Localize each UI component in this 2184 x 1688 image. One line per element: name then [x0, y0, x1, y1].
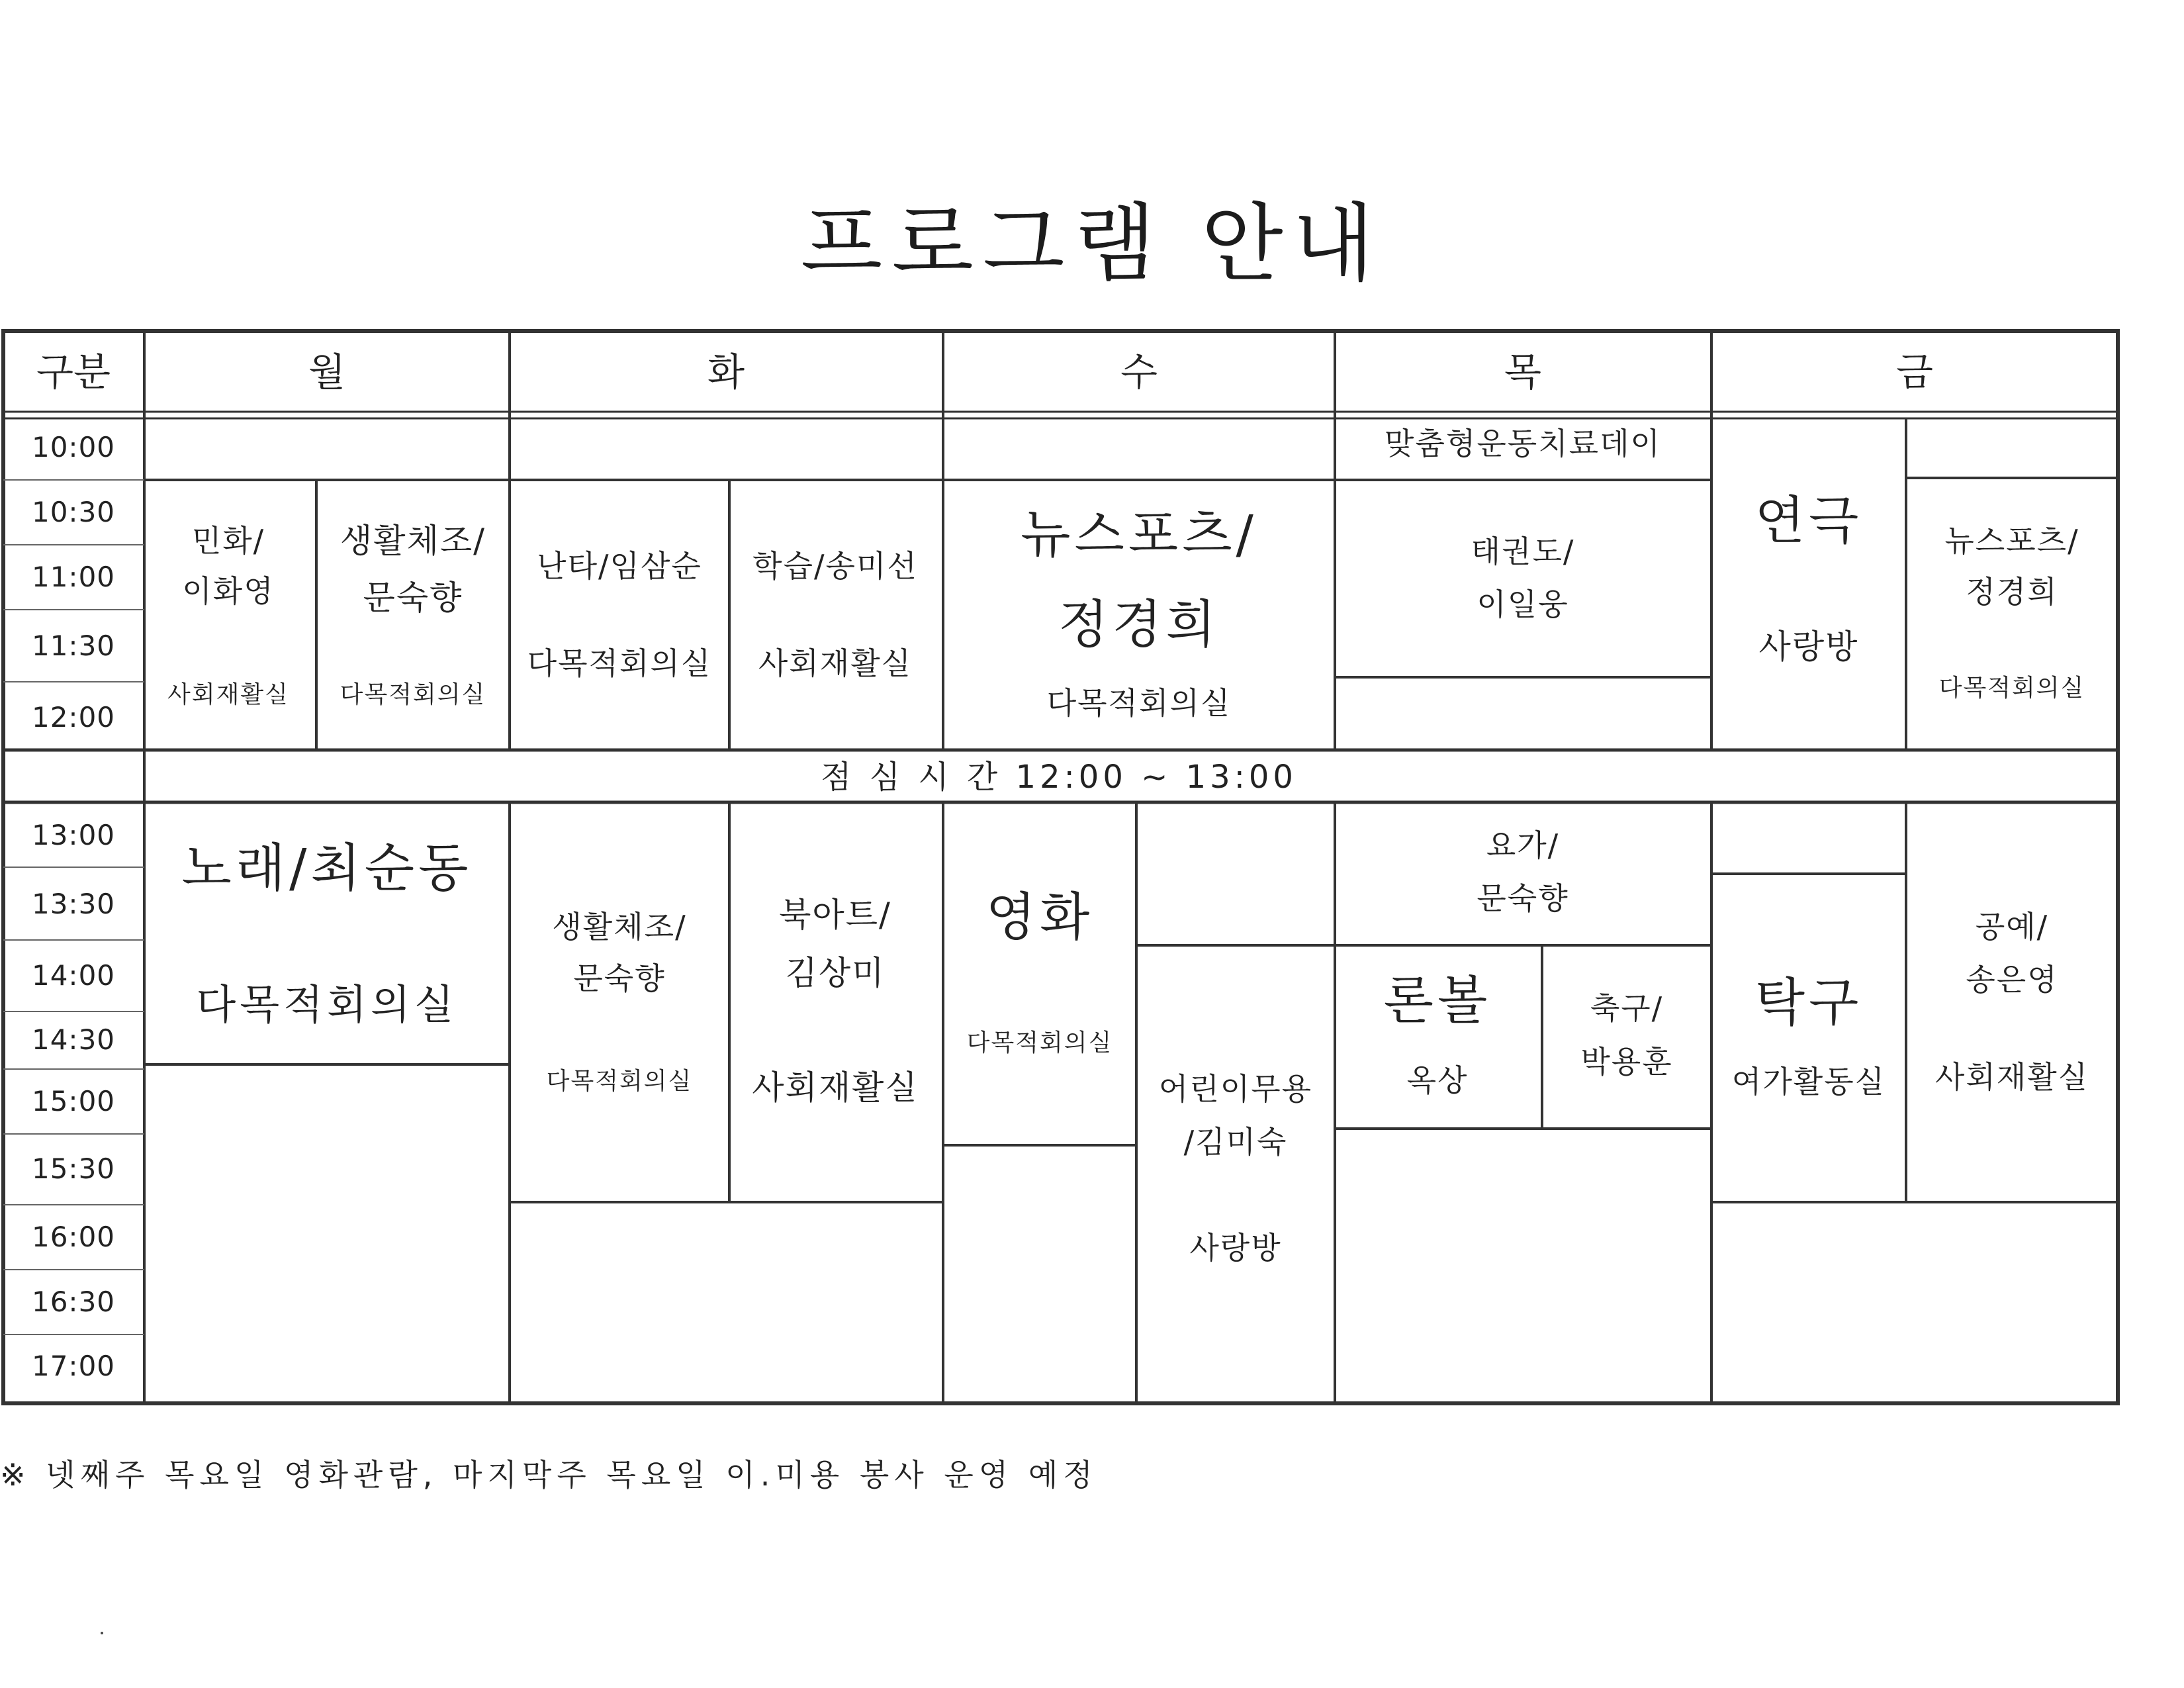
header-day-thu: 목 — [1504, 350, 1542, 395]
program-room: 사랑방 — [1758, 628, 1859, 666]
program-room: 사회재활실 — [1934, 1059, 2089, 1095]
program-title: 노래/최순동 — [181, 839, 473, 898]
program-title: 맞춤형운동치료데이 — [1385, 426, 1661, 461]
time-label: 15:00 — [31, 1085, 116, 1117]
program-instructor: 김상미 — [785, 954, 886, 992]
time-label: 13:30 — [31, 888, 116, 920]
time-label: 14:00 — [31, 959, 116, 992]
program-title: 태권도/ — [1471, 534, 1575, 569]
program-title: 민화/ — [191, 523, 265, 559]
time-label: 10:00 — [31, 431, 116, 463]
program-title: 연극 — [1754, 491, 1863, 551]
program-room: 다목적회의실 — [527, 645, 712, 681]
program-room: 사회재활실 — [167, 681, 289, 708]
page-title: 프로그램 안내 — [800, 195, 1384, 293]
header-category: 구분 — [36, 350, 111, 395]
program-instructor: 문숙향 — [363, 579, 463, 617]
program-room: 다목적회의실 — [1046, 685, 1232, 721]
program-room: 다목적회의실 — [966, 1029, 1113, 1056]
program-room: 다목적회의실 — [340, 681, 486, 708]
time-label: 16:30 — [31, 1286, 116, 1318]
program-room: 다목적회의실 — [546, 1068, 693, 1095]
lunch-time-label: 점 심 시 간 12:00 ~ 13:00 — [821, 759, 1297, 796]
program-room: 다목적회의실 — [1938, 675, 2085, 702]
program-instructor: 문숙향 — [573, 961, 666, 996]
program-title: 탁구 — [1754, 973, 1863, 1033]
header-day-fri: 금 — [1895, 350, 1934, 395]
header-day-tue: 화 — [707, 350, 745, 395]
program-instructor: /김미숙 — [1183, 1124, 1288, 1160]
program-title: 북아트/ — [779, 896, 891, 934]
time-label: 12:00 — [31, 701, 116, 733]
time-label: 15:30 — [31, 1152, 116, 1185]
program-title: 공예/ — [1975, 909, 2049, 945]
program-title: 생활체조/ — [340, 522, 486, 560]
program-title: 축구/ — [1590, 990, 1664, 1026]
header-day-wed: 수 — [1120, 350, 1158, 395]
program-room: 여가활동실 — [1731, 1064, 1886, 1100]
program-room: 다목적회의실 — [196, 980, 458, 1029]
time-label: 11:00 — [31, 561, 116, 593]
scan-speck — [101, 1632, 103, 1634]
program-instructor: 문숙향 — [1477, 880, 1569, 916]
time-label: 17:00 — [31, 1350, 116, 1382]
program-room: 사회재활실 — [752, 1068, 919, 1107]
program-title: 요가/ — [1486, 827, 1560, 863]
program-instructor: 송은영 — [1966, 962, 2058, 998]
program-instructor: 정경희 — [1058, 595, 1220, 655]
program-title: 어린이무용 — [1158, 1071, 1313, 1107]
program-title: 난타/임삼순 — [537, 548, 702, 584]
program-room: 옥상 — [1406, 1062, 1469, 1098]
time-label: 16:00 — [31, 1221, 116, 1253]
program-title: 학습/송미선 — [752, 548, 918, 584]
program-title: 생활체조/ — [552, 909, 687, 945]
program-instructor: 정경희 — [1966, 574, 2058, 610]
time-label: 11:30 — [31, 630, 116, 662]
time-label: 14:30 — [31, 1023, 116, 1056]
program-title: 뉴스포츠/ — [1021, 505, 1257, 565]
program-room: 사회재활실 — [758, 645, 913, 681]
program-instructor: 이일웅 — [1477, 586, 1569, 622]
program-instructor: 이화영 — [182, 573, 275, 609]
program-title: 론볼 — [1383, 971, 1492, 1031]
program-room: 사랑방 — [1189, 1230, 1282, 1266]
program-instructor: 박용훈 — [1580, 1044, 1673, 1080]
header-day-mon: 월 — [308, 350, 346, 395]
time-label: 10:30 — [31, 496, 116, 528]
program-title: 영화 — [985, 888, 1094, 947]
time-label: 13:00 — [31, 819, 116, 851]
footnote: ※ 넷째주 목요일 영화관람, 마지막주 목요일 이.미용 봉사 운영 예정 — [0, 1457, 1098, 1493]
program-title: 뉴스포츠/ — [1944, 523, 2079, 559]
